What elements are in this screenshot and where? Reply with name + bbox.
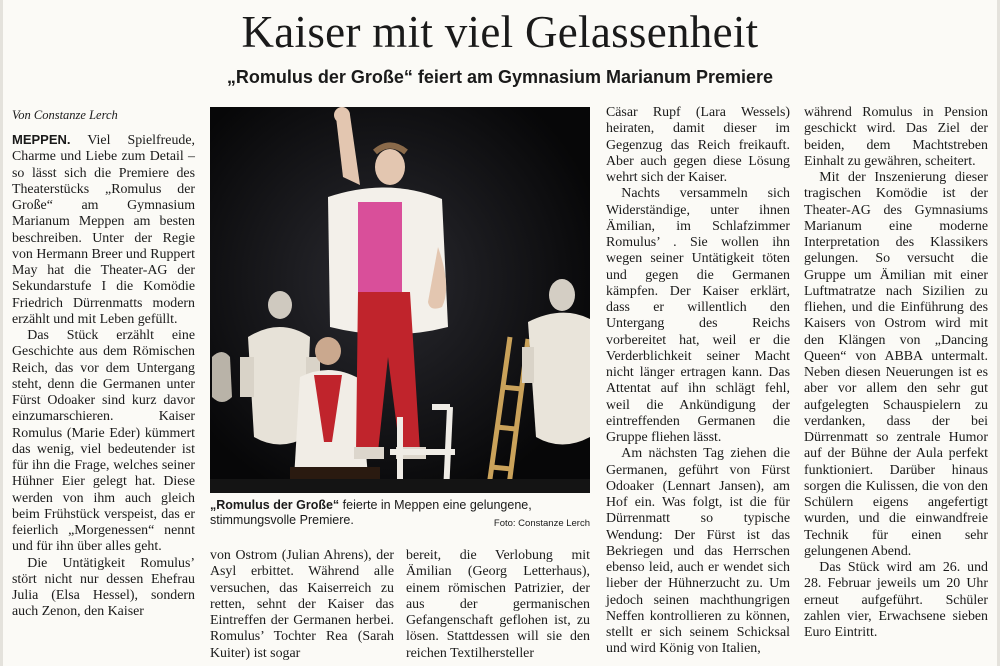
paragraph: Am nächsten Tag ziehen die Germanen, geführt von Fürst Odoaker (Lennart Jansen), am Hof ein. Was folgt, ist die für Dürrenmatt so typische Wendung: Der Fürst ist das Bekriegen und das Herrschen ebenso leid, auch er wendet sich lieber der Hühnerzucht zu. Um jedoch seinen machthungrigen Neffen kontrollieren zu können, stellt er sich seinem Schicksal und wird König von Italien, [606, 446, 790, 657]
article-column-3 [406, 548, 590, 662]
article-column-1 [12, 132, 195, 621]
paragraph [12, 132, 195, 328]
paragraph: von Ostrom (Julian Ahrens), der Asyl erbittet. Während alle versuchen, das Kaiserreich zu retten, sehnt der Kaiser das Eintreffen der Germanen herbei. Romulus’ Tochter Rea (Sarah Kuiter) ist sogar [210, 548, 394, 661]
paragraph: Das Stück wird am 26. und 28. Februar jeweils um 20 Uhr erneut aufgeführt. Schüler zahlen vier, Erwachsene sieben Euro Eintritt. [804, 560, 988, 640]
paragraph: Die Untätigkeit Romulus’ stört nicht nur dessen Ehefrau Julia (Elsa Hessel), sondern auch Zenon, den Kaiser [12, 555, 195, 620]
article-column-2 [210, 548, 394, 662]
page-edge-left [0, 0, 3, 666]
paragraph: Nachts versammeln sich Widerständige, unter ihnen Ämilian, im Schlafzimmer Romulus’ . Sie wollen ihn wegen seiner Untätigkeit töten und gegen die Germanen kämpfen. Der Kaiser erklärt, dass er willentlich den Untergang des Reichs vorbereitet hat, weil er die Verderblichkeit seiner Macht nicht länger ertragen kann. Das Attentat auf ihn schlägt fehl, weil die Ankündigung der eintreffenden Germanen die Gruppe fliehen lässt. [606, 186, 790, 445]
paragraph: Mit der Inszenierung dieser tragischen Komödie ist der Theater-AG des Gymnasiums Marianum eine moderne Interpretation des Klassikers gelungen. So versucht die Gruppe um Ämilian mit einer Luftmatratze nach Sizilien zu fliehen, und die Einführung des Kaisers von Ostrom wird mit den Klängen von „Dancing Queen“ von ABBA untermalt. Neben diesen Neuerungen ist es aber vor allem den sehr gut aufgelegten Schauspielern zu verdanken, dass der bei Dürrenmatt so zentrale Humor auf der Bühne der Aula perfekt funktioniert. Darüber hinaus sorgen die Kulissen, die von den Schülern eigens angefertigt wurden, und die einwandfreie Technik für einen sehr gelungenen Abend. [804, 170, 988, 559]
paragraph: Das Stück erzählt eine Geschichte aus dem Römischen Reich, das vor dem Untergang steht, denn die Germanen unter Fürst Odoaker sind kurz davor einzumarschieren. Kaiser Romulus (Marie Eder) kümmert das wenig, viel bedeutender ist für ihn die Frage, welches seiner Hühner Eier gelegt hat. Diese werden von ihm auch gleich beim Frühstück verspeist, das er feierlich „Morgenessen“ nennt und für ihn über alles geht. [12, 328, 195, 555]
paragraph: Cäsar Rupf (Lara Wessels) heiraten, damit dieser im Gegenzug das Reich freikauft. Aber auch gegen diese Lösung wehrt sich der Kaiser. [606, 105, 790, 185]
photo-credit: Foto: Constanze Lerch [493, 518, 590, 529]
stage-photo [210, 107, 590, 493]
dateline: MEPPEN. [12, 132, 71, 147]
headline: Kaiser mit viel Gelassenheit [241, 7, 759, 57]
byline: Von Constanze Lerch [12, 108, 118, 122]
paragraph: während Romulus in Pension geschickt wird. Das Ziel der beiden, dem Machtstreben Einhalt zu gewähren, scheitert. [804, 105, 988, 169]
caption-title: „Romulus der Große“ [210, 498, 340, 512]
caption-text: feierte in Meppen eine gelungene, stimmungsvolle Premiere. [210, 498, 532, 527]
article-column-5 [804, 105, 988, 641]
article-column-4 [606, 105, 790, 658]
paragraph: bereit, die Verlobung mit Ämilian (Georg Letterhaus), einem römischen Patrizier, der aus der germanischen Gefangenschaft geflohen ist, zu lösen. Stattdessen will sie den reichen Textilhersteller [406, 548, 590, 661]
subheadline: „Romulus der Große“ feiert am Gymnasium Marianum Premiere [226, 67, 774, 87]
paragraph-text: Viel Spielfreude, Charme und Liebe zum Detail – so lässt sich die Premiere des Theaterstücks „Romulus der Große“ am Gymnasium Marianum Meppen am besten beschreiben. Unter der Regie von Hermann Breer und Ruppert May hat die Theater-AG der Sekundarstufe I die Komödie Friedrich Dürrenmatts modern erzählt und mit Leben gefüllt. [12, 133, 195, 327]
